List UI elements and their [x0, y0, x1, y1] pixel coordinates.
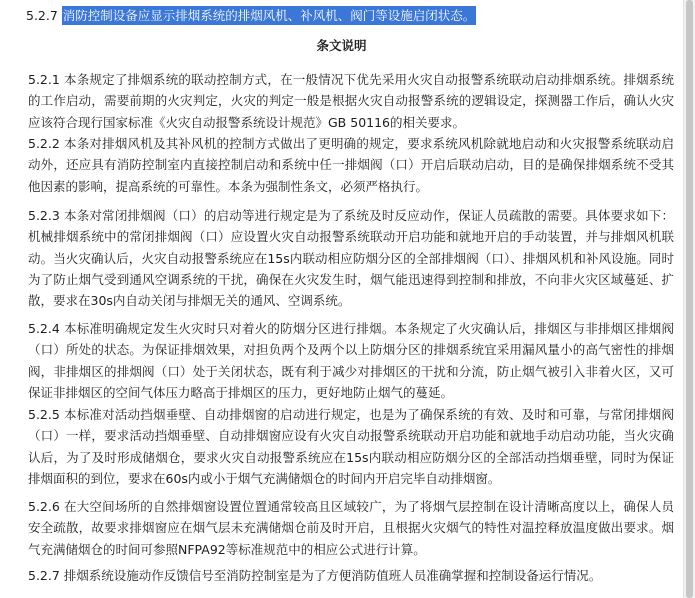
- section-title: 条文说明: [316, 38, 367, 53]
- paragraph-5-2-5: 5.2.5 本标准对活动挡烟垂壁、自动排烟窗的启动进行规定，也是为了确保系统的有效、及时和可靠，与常闭排烟阀（口）一样，要求活动挡烟垂壁、自动排烟窗应设有火灾自动报警系统联动开启功能和就地手动启动功能，当火灾确认后，为了及时形成储烟仓，要求火灾自动报警系统应在15s内联动相应防烟分区的全部活动挡烟垂壁，同时为保证排烟面积的到位，要求在60s内或小于烟气充满储烟仓的时间内开启完毕自动排烟窗。: [28, 407, 674, 486]
- paragraph-5-2-6: 5.2.6 在大空间场所的自然排烟窗设置位置通常较高且区域较广，为了将烟气层控制在设计清晰高度以上，确保人员安全疏散，故要求排烟窗应在烟气层未充满储烟仓前及时开启，且根据火灾烟气的特性对温控释放温度做出要求。烟气充满储烟仓的时间可参照NFPA92等标准规范中的相应公式进行计算。: [28, 499, 674, 557]
- clause-5-2-7-heading: [26, 5, 476, 27]
- selected-clause-text[interactable]: 消防控制设备应显示排烟系统的排烟风机、补风机、阀门等设施启闭状态。: [62, 8, 476, 23]
- paragraph-5-2-7: 5.2.7 排烟系统设施动作反馈信号至消防控制室是为了方便消防值班人员准确掌握和控制设备运行情况。: [28, 568, 602, 583]
- paragraph-5-2-4: 5.2.4 本标准明确规定发生火灾时只对着火的防烟分区进行排烟。本条规定了火灾确认后，排烟区与非排烟区排烟阀（口）所处的状态。为保证排烟效果，对担负两个及两个以上防烟分区的排烟系统宜采用漏风量小的高气密性的排烟阀，非排烟区的排烟阀（口）处于关闭状态，既有利于减少对排烟区的干扰和分流，防止烟气被引入非着火区，又可保证非排烟区的空间气体压力略高于排烟区的压力，更好地防止烟气的蔓延。: [28, 321, 674, 400]
- paragraph-5-2-3: 5.2.3 本条对常闭排烟阀（口）的启动等进行规定是为了系统及时反应动作，保证人员疏散的需要。具体要求如下：机械排烟系统中的常闭排烟阀（口）应设置火灾自动报警系统联动开启功能和就地开启的手动装置，并与排烟风机联动。当火灾确认后，火灾自动报警系统应在15s内联动相应防烟分区的全部排烟阀（口）、排烟风机和补风设施。同时为了防止烟气受到通风空调系统的干扰，确保在火灾发生时，烟气能迅速得到控制和排放，不向非火灾区域蔓延、扩散，要求在30s内自动关闭与排烟无关的通风、空调系统。: [28, 208, 674, 309]
- paragraph-5-2-2: 5.2.2 本条对排烟风机及其补风机的控制方式做出了更明确的规定，要求系统风机除就地启动和火灾报警系统联动启动外，还应具有消防控制室内直接控制启动和系统中任一排烟阀（口）开启后联动启动，目的是确保排烟系统不受其他因素的影响，提高系统的可靠性。本条为强制性条文，必须严格执行。: [28, 136, 674, 194]
- paragraph-5-2-1: 5.2.1 本条规定了排烟系统的联动控制方式，在一般情况下优先采用火灾自动报警系统联动启动排烟系统。排烟系统的工作启动，需要前期的火灾判定，火灾的判定一般是根据火灾自动报警系统的逻辑设定，探测器工作后，确认火灾应该符合现行国家标准《火灾自动报警系统设计规范》GB 50116的相关要求。: [28, 72, 674, 130]
- clause-number: 5.2.7: [26, 8, 58, 23]
- vertical-scrollbar[interactable]: [683, 0, 695, 598]
- scrollbar-thumb[interactable]: [686, 0, 693, 598]
